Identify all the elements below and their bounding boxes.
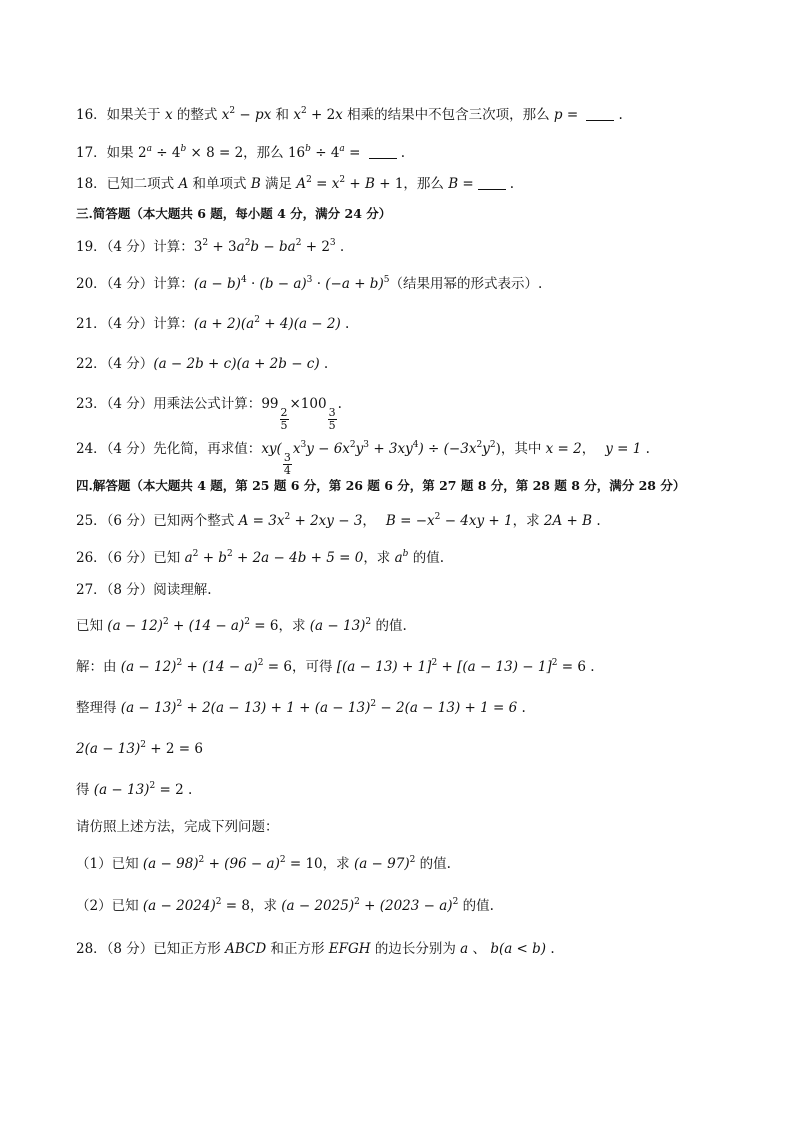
q19-exp: 2: [295, 238, 302, 248]
reading-line-3: [76, 699, 526, 717]
q24-expr: xy(: [261, 441, 282, 457]
l1-exp: 2: [244, 617, 250, 627]
q18-expr: +: [345, 176, 365, 192]
l8-text: （2）已知: [76, 898, 143, 914]
q25-expr: A = 3x: [238, 513, 285, 529]
q25-text: ，: [362, 513, 376, 529]
q25-text: 25．（6 分）已知两个整式: [76, 513, 239, 529]
q16-eq: =: [562, 107, 583, 123]
l8-exp: 2: [354, 897, 360, 907]
l5-end: .: [183, 782, 193, 798]
fraction-numerator: 3: [328, 406, 336, 419]
l1-expr: + (14 − a): [168, 618, 245, 634]
fraction-denominator: 5: [280, 419, 288, 432]
q18-exp: 2: [306, 175, 312, 185]
q22-expr: (a − 2b + c)(a + 2b − c): [153, 356, 320, 372]
l8-expr: (a − 2025): [281, 898, 355, 914]
q26-end: 的值.: [408, 550, 445, 566]
q17-text: 17．如果: [76, 145, 138, 161]
question-19: [76, 238, 344, 256]
fraction-denominator: 5: [328, 419, 336, 432]
q24-fraction: [283, 452, 292, 477]
l7-exp: 2: [279, 855, 286, 865]
l2-text: ，可得: [291, 659, 337, 675]
l8-text: ，求: [249, 898, 282, 914]
question-23: [76, 395, 342, 432]
l2-expr: [(a − 13) + 1]: [336, 659, 432, 675]
q20-note: （结果用幂的形式表示）.: [389, 276, 543, 292]
q18-var: A: [178, 176, 189, 192]
l2-expr: (a − 12): [120, 659, 177, 675]
q28-expr: ABCD: [225, 941, 267, 957]
q16-expr: x: [221, 107, 230, 123]
q19-expr: + 3: [208, 239, 237, 255]
q19-exp: 3: [329, 238, 336, 248]
l4-exp: 2: [140, 740, 146, 750]
question-17: [76, 144, 405, 162]
question-25: [76, 512, 601, 530]
q28-expr: EFGH: [328, 941, 371, 957]
q26-expr: + b: [198, 550, 227, 566]
fraction-numerator: 2: [280, 406, 288, 419]
q16-text: 和: [271, 107, 294, 123]
q24-expr: y: [355, 441, 364, 457]
q22-end: .: [319, 356, 329, 372]
q22-text: 22．（4 分）: [76, 356, 154, 372]
q25-expr: + 2xy − 3: [290, 513, 363, 529]
q23-end: .: [337, 396, 342, 412]
q16-text: 相乘的结果中不包含三次项，那么: [342, 107, 554, 123]
l2-expr: = 6: [263, 659, 292, 675]
q24-expr: y: [482, 441, 490, 457]
q21-expr: (a + 2)(a: [193, 316, 255, 332]
q25-expr: − 4xy + 1: [440, 513, 513, 529]
q23-whole: 99: [261, 396, 279, 412]
l5-exp: 2: [149, 781, 156, 791]
q24-cond: x = 2: [545, 441, 582, 457]
q21-exp: 2: [254, 315, 260, 325]
l2-text: 解：由: [76, 659, 121, 675]
l1-expr: (a − 12): [107, 618, 163, 634]
q24-exp: 3: [363, 440, 370, 450]
q17-exp: a: [146, 144, 152, 154]
q18-expr: =: [311, 176, 332, 192]
q20-expr: (−a + b): [325, 276, 384, 292]
l2-exp: 2: [176, 658, 183, 668]
q28-end: .: [546, 941, 555, 957]
q24-expr: ): [495, 441, 501, 457]
q16-var: p: [553, 107, 563, 123]
q18-expr: x: [331, 176, 340, 192]
q28-text: 的边长分别为: [370, 941, 461, 957]
section-3-heading: 三.简答题（本大题共 6 题，每小题 4 分，满分 24 分）: [76, 206, 392, 221]
l2-end: .: [585, 659, 595, 675]
q17-exp: a: [339, 144, 345, 154]
l2-expr: = 6: [557, 659, 586, 675]
q16-expr: x: [335, 107, 343, 123]
q19-exp: 2: [244, 238, 251, 248]
question-16: [76, 106, 623, 124]
q26-text: ，求: [363, 550, 395, 566]
l2-exp: 2: [431, 658, 438, 668]
q25-expr: B = −x: [385, 513, 435, 529]
q17-text: ，那么: [243, 145, 288, 161]
q20-exp: 3: [306, 275, 313, 285]
q26-exp: 2: [192, 549, 199, 559]
q20-expr: (b − a): [259, 276, 307, 292]
q23-op: ×100: [289, 396, 327, 412]
question-20: [76, 275, 542, 293]
question-28: [76, 940, 555, 958]
l8-exp: 2: [215, 897, 222, 907]
q25-end: .: [592, 513, 601, 529]
question-18: [76, 175, 514, 193]
q24-expr: ) ÷ (−3x: [418, 441, 477, 457]
q17-eq: =: [344, 145, 365, 161]
q16-expr: −: [235, 107, 255, 123]
q18-var: B: [250, 176, 261, 192]
l1-exp: 2: [162, 617, 169, 627]
answer-blank[interactable]: [586, 108, 614, 121]
q24-expr: y − 6x: [306, 441, 350, 457]
reading-line-2: [76, 658, 595, 676]
q18-text: 18．已知二项式: [76, 176, 179, 192]
q17-expr: 16: [287, 145, 306, 161]
question-21: [76, 315, 349, 333]
reading-line-5: [76, 781, 192, 799]
fraction-denominator: 4: [283, 464, 291, 477]
q24-expr: x: [292, 441, 301, 457]
q21-text: 21．（4 分）计算：: [76, 316, 194, 332]
l4-expr: + 2 = 6: [145, 741, 203, 757]
q25-text: ，求: [512, 513, 544, 529]
question-26: [76, 549, 444, 567]
question-24: [76, 440, 650, 477]
q18-expr: B: [365, 176, 375, 192]
q23-fraction: [328, 407, 337, 432]
q24-exp: 2: [476, 440, 483, 450]
q18-text: 和单项式: [188, 176, 251, 192]
q19-expr: 3: [193, 239, 203, 255]
answer-blank[interactable]: [478, 177, 506, 190]
l1-end: 的值.: [371, 618, 407, 634]
l2-exp: 2: [257, 658, 264, 668]
l1-exp: 2: [365, 617, 372, 627]
l7-expr: (a − 97): [353, 856, 410, 872]
l1-expr: (a − 13): [309, 618, 366, 634]
l3-exp: 2: [176, 699, 183, 709]
q18-eq: =: [458, 176, 474, 192]
q24-cond: y = 1: [605, 441, 642, 457]
l7-text: （1）已知: [76, 856, 143, 872]
q16-end: .: [618, 107, 623, 123]
q24-text: ，其中: [500, 441, 546, 457]
answer-blank[interactable]: [369, 146, 397, 159]
l7-expr: = 10: [285, 856, 323, 872]
q20-text: 20．（4 分）计算：: [76, 276, 194, 292]
q20-exp: 4: [240, 275, 247, 285]
l2-exp: 2: [551, 658, 558, 668]
q16-exp: 2: [300, 106, 307, 116]
q19-expr: a: [236, 239, 245, 255]
q26-exp: b: [402, 549, 409, 559]
subquestion-1: [76, 855, 451, 873]
section-4-heading: 四.解答题（本大题共 4 题，第 25 题 6 分，第 26 题 6 分，第 27 题 8 分，第 28 题 8 分，满分 28 分）: [76, 478, 686, 493]
q28-text: 和正方形: [266, 941, 329, 957]
q24-expr: + 3xy: [369, 441, 413, 457]
q16-expr: x: [293, 107, 301, 123]
q26-expr: a: [184, 550, 193, 566]
l1-expr: = 6: [249, 618, 279, 634]
q25-exp: 2: [284, 512, 291, 522]
q21-expr: + 4)(a − 2): [259, 316, 341, 332]
q25-expr: 2A + B: [543, 513, 593, 529]
q18-exp: 2: [339, 175, 346, 185]
q25-exp: 2: [434, 512, 441, 522]
reading-line-1: [76, 617, 407, 635]
l3-exp: 2: [370, 699, 377, 709]
l5-expr: (a − 13): [93, 782, 150, 798]
q17-end: .: [400, 145, 405, 161]
q17-expr: 2: [137, 145, 147, 161]
q19-end: .: [335, 239, 345, 255]
l7-expr: (a − 98): [142, 856, 199, 872]
q18-expr: + 1，那么: [374, 176, 449, 192]
l1-text: ，求: [278, 618, 310, 634]
subquestion-2: [76, 897, 494, 915]
l7-exp: 2: [198, 855, 205, 865]
l3-expr: − 2(a − 13) + 1 = 6: [376, 700, 518, 716]
q20-expr: (a − b): [193, 276, 241, 292]
l7-end: 的值.: [415, 856, 451, 872]
q19-expr: + 2: [301, 239, 330, 255]
q20-dot: ·: [246, 276, 260, 292]
l7-exp: 2: [409, 855, 416, 865]
q26-text: 26．（6 分）已知: [76, 550, 185, 566]
q17-expr: × 8 = 2: [186, 145, 244, 161]
l5-text: 得: [76, 782, 94, 798]
l3-text: 整理得: [76, 700, 121, 716]
l8-expr: (a − 2024): [142, 898, 216, 914]
q26-exp: 2: [226, 549, 233, 559]
q16-var: x: [164, 107, 173, 123]
q28-text: 、: [468, 941, 491, 957]
q24-exp: 3: [300, 440, 307, 450]
q18-text: 满足: [260, 176, 297, 192]
reading-line-6: 请仿照上述方法，完成下列问题：: [76, 819, 279, 835]
q19-expr: b: [250, 239, 260, 255]
l7-text: ，求: [322, 856, 354, 872]
q23-fraction: [280, 407, 289, 432]
q24-end: .: [641, 441, 650, 457]
l7-expr: + (96 − a): [204, 856, 280, 872]
l8-end: 的值.: [458, 898, 494, 914]
q24-exp: 4: [412, 440, 419, 450]
q28-expr: b(a < b): [490, 941, 547, 957]
q23-text: 23．（4 分）用乘法公式计算：: [76, 396, 262, 412]
q19-expr: −: [259, 239, 279, 255]
q17-expr: ÷ 4: [310, 145, 340, 161]
q28-var: a: [460, 941, 469, 957]
l3-end: .: [517, 700, 526, 716]
q24-text: 24．（4 分）先化简，再求值：: [76, 441, 262, 457]
question-22: [76, 355, 328, 373]
l4-expr: 2(a − 13): [76, 741, 141, 757]
q20-dot: ·: [312, 276, 326, 292]
q18-var: B: [448, 176, 459, 192]
q24-exp: 2: [349, 440, 356, 450]
q19-expr: ba: [278, 239, 296, 255]
l1-text: 已知: [76, 618, 108, 634]
l8-exp: 2: [452, 897, 459, 907]
fraction-numerator: 3: [283, 451, 291, 464]
q17-exp: b: [180, 144, 187, 154]
q26-expr: a: [394, 550, 403, 566]
l3-expr: (a − 13): [120, 700, 177, 716]
q17-exp: b: [305, 144, 311, 154]
question-27: 27．（8 分）阅读理解.: [76, 582, 212, 598]
q24-exp: 2: [489, 440, 496, 450]
l8-expr: + (2023 − a): [359, 898, 453, 914]
q28-text: 28．（8 分）已知正方形: [76, 941, 226, 957]
q18-expr: A: [296, 176, 307, 192]
q26-expr: + 2a − 4b + 5 = 0: [232, 550, 364, 566]
q16-text: 的整式: [172, 107, 222, 123]
l5-expr: = 2: [155, 782, 184, 798]
q17-expr: ÷ 4: [151, 145, 181, 161]
l2-expr: + [(a − 13) − 1]: [437, 659, 552, 675]
q18-end: .: [509, 176, 515, 192]
q20-exp: 5: [383, 275, 390, 285]
q16-expr: + 2: [306, 107, 336, 123]
reading-line-4: [76, 740, 203, 758]
l3-expr: + 2(a − 13) + 1 + (a − 13): [182, 700, 371, 716]
q16-exp: 2: [229, 106, 236, 116]
l2-expr: + (14 − a): [182, 659, 258, 675]
q24-text: ，: [581, 441, 596, 457]
q21-end: .: [340, 316, 350, 332]
l8-expr: = 8: [221, 898, 250, 914]
q16-text: 16．如果关于: [76, 107, 165, 123]
q19-exp: 2: [202, 238, 209, 248]
q16-expr: px: [254, 107, 272, 123]
q19-text: 19．（4 分）计算：: [76, 239, 194, 255]
